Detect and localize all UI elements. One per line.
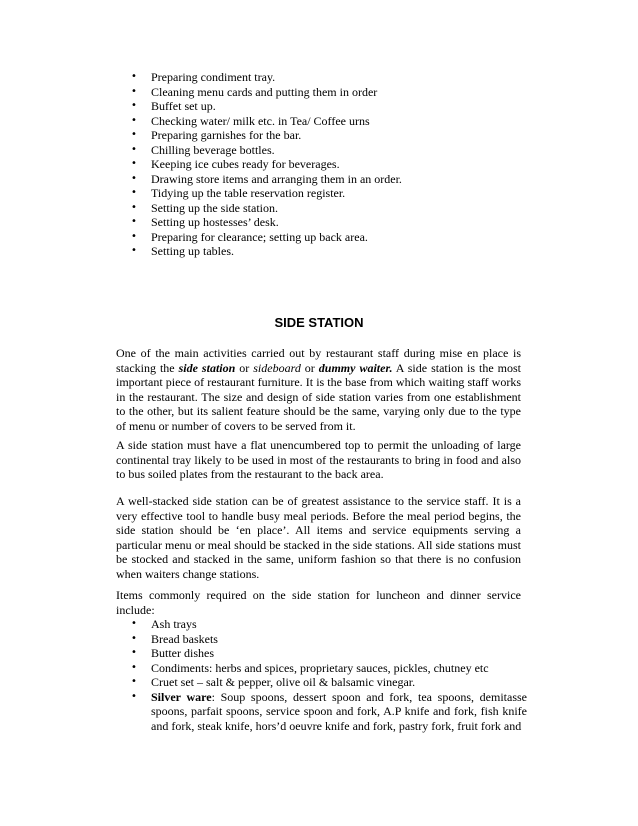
term-sideboard: sideboard	[253, 360, 301, 375]
bullet-icon: •	[131, 245, 137, 256]
side-station-items-list	[117, 617, 527, 733]
list-item: • Preparing for clearance; setting up back area.	[131, 229, 368, 244]
list-item: • Setting up hostesses’ desk.	[131, 215, 279, 229]
bullet-icon: •	[131, 201, 137, 213]
list-item: • Keeping ice cubes ready for beverages.	[131, 157, 340, 171]
list-item: • Setting up the side station.	[131, 200, 278, 215]
list-item: • Cleaning menu cards and putting them in order	[131, 84, 378, 99]
list-item: • Drawing store items and arranging them in an order.	[131, 171, 402, 186]
paragraph-items-intro: Items commonly required on the side station for luncheon and dinner service include:	[116, 588, 521, 617]
preparation-task-list	[117, 70, 527, 259]
bullet-icon: •	[131, 647, 137, 658]
list-item: • Cruet set – salt & pepper, olive oil & balsamic vinegar.	[131, 675, 416, 689]
list-item: • Chilling beverage bottles.	[131, 142, 275, 157]
list-item: • Ash trays	[131, 617, 197, 631]
bullet-icon: •	[131, 129, 137, 140]
list-item: • Preparing condiment tray.	[131, 70, 276, 84]
list-item: • Buffet set up.	[131, 99, 216, 113]
bullet-icon: •	[131, 172, 137, 184]
bullet-icon: •	[131, 216, 137, 227]
bullet-icon: •	[131, 187, 137, 198]
bullet-icon: •	[131, 114, 137, 126]
list-item: • Setting up tables.	[131, 244, 234, 258]
bullet-icon: •	[131, 158, 137, 169]
bullet-icon: •	[131, 618, 137, 629]
bullet-icon: •	[131, 632, 137, 644]
bullet-icon: •	[131, 661, 137, 673]
list-item: • Butter dishes	[131, 646, 214, 660]
bullet-icon: •	[131, 143, 137, 155]
bullet-icon: •	[131, 71, 137, 82]
bullet-icon: •	[131, 676, 137, 687]
paragraph-well-stacked: A well-stacked side station can be of greatest assistance to the service staff. It is a very effective tool to handle busy meal periods. Before the meal period begins, the side station should be ‘en place’. All items and service equipments serving a particular menu or meal should be stacked in the side stations. All side stations must be stocked and stacked in the same, uniform fashion so that there is no confusion when waiters change stations.	[116, 494, 521, 581]
term-dummy-waiter: dummy waiter.	[318, 360, 393, 375]
bullet-icon: •	[131, 85, 137, 97]
term-side-station: side station	[178, 360, 236, 375]
silverware-label: Silver ware	[151, 689, 212, 704]
section-heading: SIDE STATION	[274, 315, 364, 330]
list-item: • Tidying up the table reservation register.	[131, 186, 346, 200]
list-item-silverware: • Silver ware: Soup spoons, dessert spoon and fork, tea spoons, demitasse spoons, parfait spoons, service spoon and fork, A.P knife and fork, fish knife and fork, steak knife, hors’d oeuvre knife and fork, pastry fork, fruit fork and	[131, 689, 527, 733]
paragraph-flat-top: A side station must have a flat unencumbered top to permit the unloading of large continental tray likely to be used in most of the restaurants to bring in food and also to bus soiled plates from the restaurant to the back area.	[116, 438, 521, 481]
bullet-icon: •	[131, 690, 137, 702]
list-item: • Bread baskets	[131, 631, 218, 646]
paragraph-intro: One of the main activities carried out by restaurant staff during mise en place is stacking the side station or sideboard or dummy waiter. A side station is the most important piece of restaurant furniture. It is the base from which waiting staff works in the restaurant. The size and design of side station varies from one establishment to the other, but its salient feature should be the same, varying only due to the type of menu or number of covers to be served from it.	[116, 346, 522, 433]
list-item: • Preparing garnishes for the bar.	[131, 128, 302, 142]
list-item: • Checking water/ milk etc. in Tea/ Coffee urns	[131, 113, 370, 128]
list-item: • Condiments: herbs and spices, proprietary sauces, pickles, chutney etc	[131, 660, 489, 675]
bullet-icon: •	[131, 230, 137, 242]
bullet-icon: •	[131, 100, 137, 111]
